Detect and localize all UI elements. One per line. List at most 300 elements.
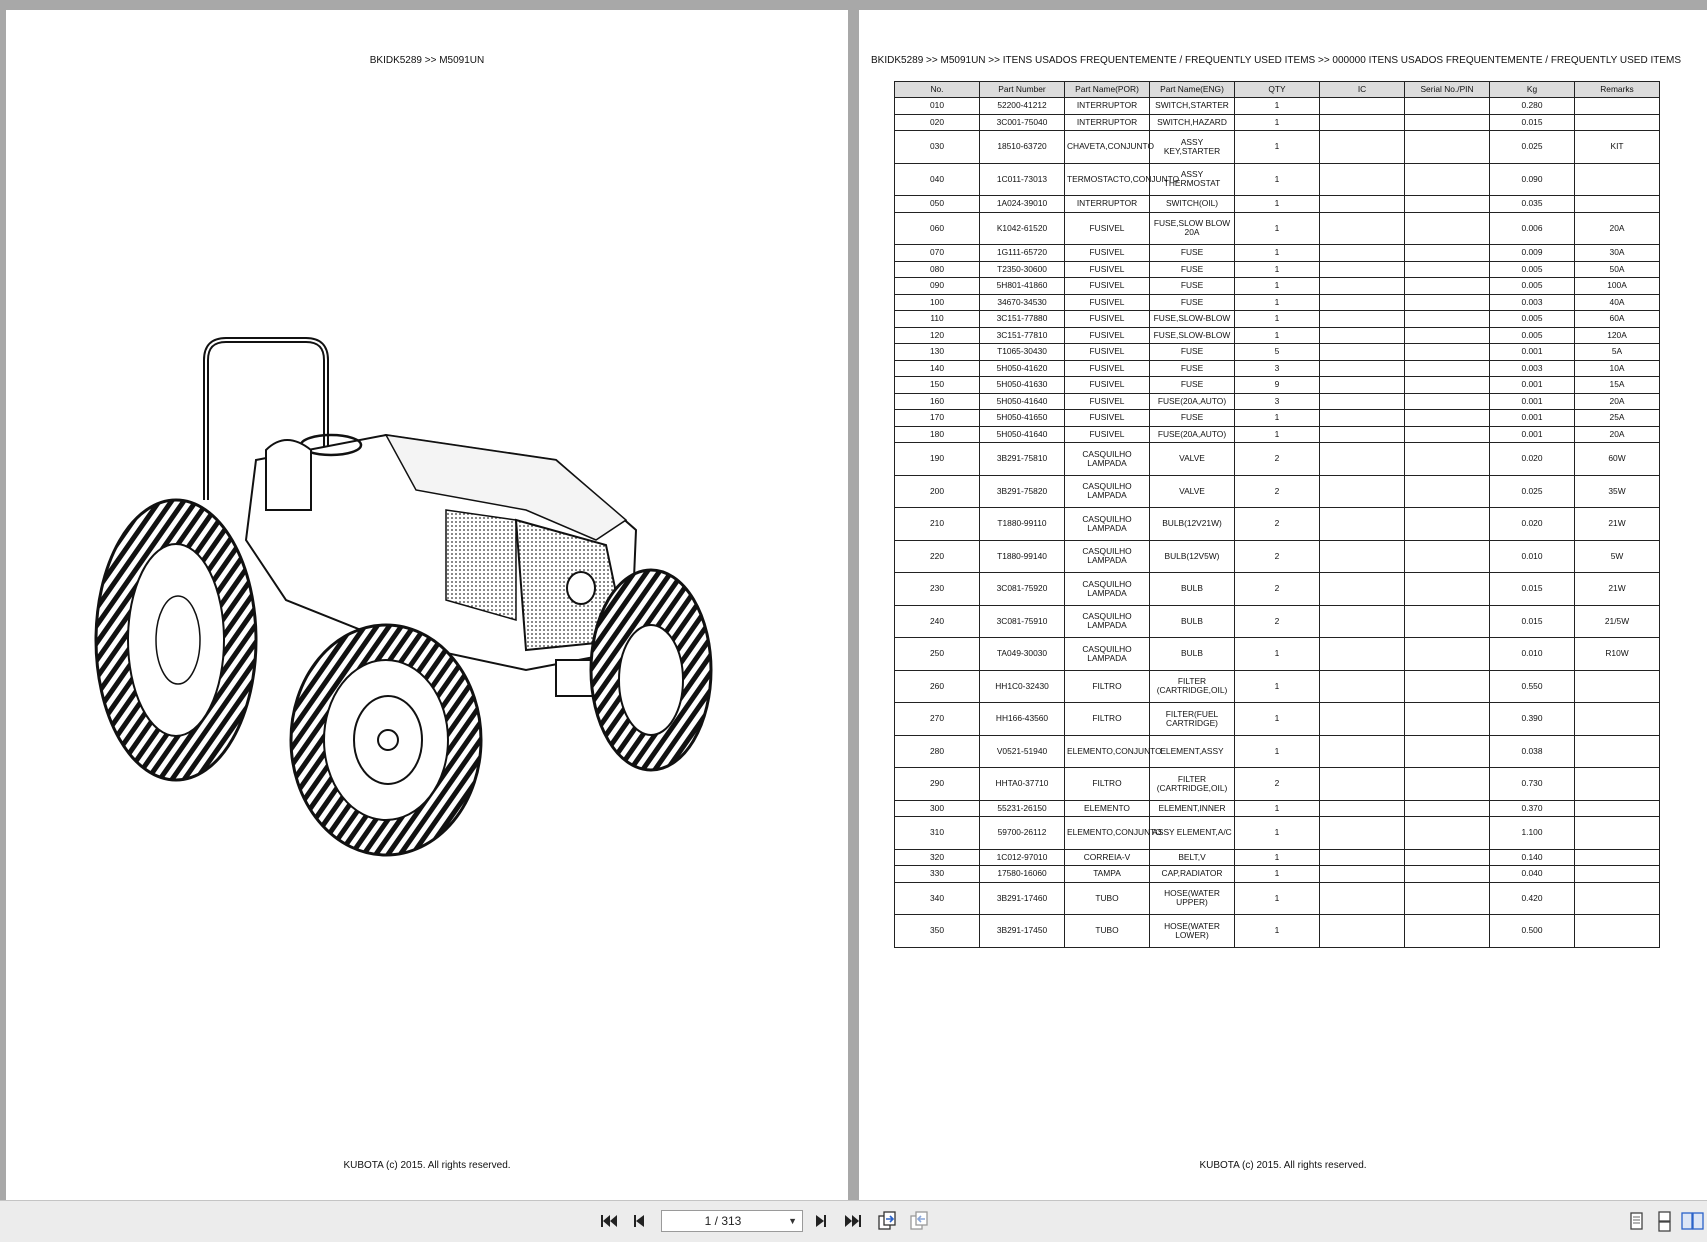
table-cell	[1320, 294, 1405, 311]
table-row	[895, 638, 1660, 671]
table-cell: 5H050-41640	[980, 393, 1065, 410]
table-cell: 350	[895, 915, 980, 948]
table-cell: FUSE	[1150, 261, 1235, 278]
table-cell: 2	[1235, 508, 1320, 541]
table-cell: 110	[895, 311, 980, 328]
table-cell: 0.001	[1490, 393, 1575, 410]
table-cell: 1	[1235, 278, 1320, 295]
parts-table	[894, 81, 1660, 948]
table-cell: 290	[895, 768, 980, 801]
table-cell: 10A	[1575, 360, 1660, 377]
table-cell: 130	[895, 344, 980, 361]
table-cell: 0.090	[1490, 163, 1575, 196]
table-cell: ASSY THERMOSTAT	[1150, 163, 1235, 196]
table-cell: 0.280	[1490, 98, 1575, 115]
table-cell	[1575, 735, 1660, 768]
table-cell: 0.370	[1490, 800, 1575, 817]
table-cell: TUBO	[1065, 882, 1150, 915]
table-row	[895, 800, 1660, 817]
column-header: No.	[895, 82, 980, 98]
page-number-input[interactable]	[661, 1210, 803, 1232]
table-cell	[1320, 377, 1405, 394]
table-cell: 1	[1235, 703, 1320, 736]
table-cell: 15A	[1575, 377, 1660, 394]
table-cell: CASQUILHO LAMPADA	[1065, 475, 1150, 508]
table-row	[895, 327, 1660, 344]
table-cell	[1320, 443, 1405, 476]
table-cell: 2	[1235, 443, 1320, 476]
single-page-view-icon[interactable]	[1625, 1210, 1647, 1232]
table-cell: FUSIVEL	[1065, 311, 1150, 328]
table-row	[895, 670, 1660, 703]
table-cell: 050	[895, 196, 980, 213]
table-cell: 17580-16060	[980, 866, 1065, 883]
table-cell	[1320, 245, 1405, 262]
table-cell	[1575, 670, 1660, 703]
table-cell	[1405, 393, 1490, 410]
table-cell: FUSIVEL	[1065, 261, 1150, 278]
table-cell: 5H050-41650	[980, 410, 1065, 427]
table-cell	[1405, 426, 1490, 443]
table-cell	[1575, 915, 1660, 948]
table-cell: FUSIVEL	[1065, 294, 1150, 311]
table-cell: ELEMENT,ASSY	[1150, 735, 1235, 768]
first-page-icon[interactable]	[598, 1210, 620, 1232]
table-cell	[1405, 344, 1490, 361]
table-cell: 260	[895, 670, 980, 703]
column-header: Part Number	[980, 82, 1065, 98]
table-cell	[1320, 605, 1405, 638]
table-cell: 5H801-41860	[980, 278, 1065, 295]
table-cell: FILTRO	[1065, 768, 1150, 801]
table-cell: 230	[895, 573, 980, 606]
table-cell: ELEMENT,INNER	[1150, 800, 1235, 817]
table-cell: FUSE,SLOW BLOW 20A	[1150, 212, 1235, 245]
viewer-toolbar	[0, 1200, 1707, 1242]
table-row	[895, 377, 1660, 394]
table-cell: FUSIVEL	[1065, 245, 1150, 262]
table-cell	[1405, 866, 1490, 883]
left-page	[6, 10, 848, 1200]
table-cell	[1320, 278, 1405, 295]
table-cell: 270	[895, 703, 980, 736]
continuous-view-icon[interactable]	[1653, 1210, 1675, 1232]
table-cell: CORREIA-V	[1065, 849, 1150, 866]
table-cell: 1	[1235, 849, 1320, 866]
table-cell	[1405, 508, 1490, 541]
table-cell: 330	[895, 866, 980, 883]
table-cell: 240	[895, 605, 980, 638]
table-cell	[1405, 311, 1490, 328]
table-cell: 0.025	[1490, 475, 1575, 508]
table-cell: 320	[895, 849, 980, 866]
table-cell: 25A	[1575, 410, 1660, 427]
table-cell: 170	[895, 410, 980, 427]
table-cell	[1405, 294, 1490, 311]
table-cell: 0.420	[1490, 882, 1575, 915]
table-cell: 1.100	[1490, 817, 1575, 850]
table-cell: 3C151-77810	[980, 327, 1065, 344]
table-cell: 1	[1235, 98, 1320, 115]
table-cell: 250	[895, 638, 980, 671]
table-cell: 0.010	[1490, 638, 1575, 671]
table-cell	[1405, 360, 1490, 377]
table-row	[895, 98, 1660, 115]
table-cell: FUSE	[1150, 344, 1235, 361]
table-cell: SWITCH(OIL)	[1150, 196, 1235, 213]
table-cell	[1575, 114, 1660, 131]
table-cell: 090	[895, 278, 980, 295]
column-header: Part Name(POR)	[1065, 82, 1150, 98]
table-cell	[1405, 261, 1490, 278]
table-cell	[1405, 377, 1490, 394]
table-cell	[1320, 393, 1405, 410]
table-cell: 2	[1235, 605, 1320, 638]
table-cell	[1320, 360, 1405, 377]
table-cell: 1C011-73013	[980, 163, 1065, 196]
table-cell: 310	[895, 817, 980, 850]
table-cell	[1575, 768, 1660, 801]
table-cell: 0.140	[1490, 849, 1575, 866]
table-cell: 60A	[1575, 311, 1660, 328]
table-cell	[1405, 605, 1490, 638]
table-cell: INTERRUPTOR	[1065, 98, 1150, 115]
table-cell: 020	[895, 114, 980, 131]
table-cell: 30A	[1575, 245, 1660, 262]
table-cell: TA049-30030	[980, 638, 1065, 671]
table-cell: HH166-43560	[980, 703, 1065, 736]
table-row	[895, 311, 1660, 328]
table-cell	[1320, 508, 1405, 541]
column-header: QTY	[1235, 82, 1320, 98]
table-cell: VALVE	[1150, 443, 1235, 476]
table-cell	[1405, 410, 1490, 427]
table-cell	[1575, 163, 1660, 196]
table-cell: 180	[895, 426, 980, 443]
table-cell: 1	[1235, 294, 1320, 311]
table-cell	[1320, 426, 1405, 443]
table-cell: 1	[1235, 735, 1320, 768]
table-cell: FILTRO	[1065, 670, 1150, 703]
table-cell: ELEMENTO	[1065, 800, 1150, 817]
table-row	[895, 817, 1660, 850]
table-row	[895, 508, 1660, 541]
table-row	[895, 360, 1660, 377]
table-cell	[1575, 703, 1660, 736]
table-cell: 0.001	[1490, 344, 1575, 361]
table-cell: 1	[1235, 261, 1320, 278]
next-page-icon[interactable]	[810, 1210, 832, 1232]
table-cell: 0.009	[1490, 245, 1575, 262]
table-cell: BELT,V	[1150, 849, 1235, 866]
table-cell: 1C012-97010	[980, 849, 1065, 866]
table-cell: FUSIVEL	[1065, 360, 1150, 377]
table-cell	[1405, 327, 1490, 344]
table-cell	[1405, 212, 1490, 245]
table-cell	[1405, 540, 1490, 573]
table-cell: 120	[895, 327, 980, 344]
table-cell: 0.001	[1490, 426, 1575, 443]
table-row	[895, 849, 1660, 866]
table-cell: SWITCH,HAZARD	[1150, 114, 1235, 131]
table-cell: 52200-41212	[980, 98, 1065, 115]
table-cell	[1405, 670, 1490, 703]
table-cell: T1065-30430	[980, 344, 1065, 361]
table-cell: CASQUILHO LAMPADA	[1065, 443, 1150, 476]
table-cell: HOSE(WATER LOWER)	[1150, 915, 1235, 948]
table-cell: 1	[1235, 638, 1320, 671]
table-cell: 0.020	[1490, 443, 1575, 476]
table-cell	[1405, 98, 1490, 115]
table-cell: 20A	[1575, 212, 1660, 245]
table-cell: 0.020	[1490, 508, 1575, 541]
table-cell: 3C081-75910	[980, 605, 1065, 638]
table-cell	[1320, 638, 1405, 671]
page-forward-icon[interactable]	[876, 1210, 898, 1232]
table-cell: T2350-30600	[980, 261, 1065, 278]
table-row	[895, 196, 1660, 213]
column-header: Kg	[1490, 82, 1575, 98]
two-page-view-icon[interactable]	[1681, 1210, 1703, 1232]
table-row	[895, 443, 1660, 476]
table-row	[895, 114, 1660, 131]
table-cell: 3B291-17460	[980, 882, 1065, 915]
table-cell: FUSE	[1150, 245, 1235, 262]
table-cell: 3	[1235, 360, 1320, 377]
table-cell: FUSE,SLOW-BLOW	[1150, 311, 1235, 328]
table-cell: 21W	[1575, 573, 1660, 606]
table-cell: 340	[895, 882, 980, 915]
table-cell	[1405, 638, 1490, 671]
table-cell: FUSE(20A,AUTO)	[1150, 426, 1235, 443]
table-cell: CASQUILHO LAMPADA	[1065, 605, 1150, 638]
table-cell: K1042-61520	[980, 212, 1065, 245]
table-cell: 0.035	[1490, 196, 1575, 213]
table-cell: ELEMENTO,CONJUNTO	[1065, 735, 1150, 768]
table-cell	[1320, 800, 1405, 817]
table-cell: V0521-51940	[980, 735, 1065, 768]
table-row	[895, 768, 1660, 801]
column-header: IC	[1320, 82, 1405, 98]
table-row	[895, 245, 1660, 262]
table-cell: 190	[895, 443, 980, 476]
table-cell	[1320, 703, 1405, 736]
table-cell: 3B291-75810	[980, 443, 1065, 476]
table-cell: FUSE(20A,AUTO)	[1150, 393, 1235, 410]
table-cell: 080	[895, 261, 980, 278]
last-page-icon[interactable]	[842, 1210, 864, 1232]
page-footer: KUBOTA (c) 2015. All rights reserved.	[1199, 1160, 1367, 1171]
table-cell: 0.550	[1490, 670, 1575, 703]
table-cell: 2	[1235, 768, 1320, 801]
table-row	[895, 915, 1660, 948]
table-cell	[1575, 849, 1660, 866]
table-cell: FUSIVEL	[1065, 393, 1150, 410]
table-cell: CHAVETA,CONJUNTO	[1065, 131, 1150, 164]
table-row	[895, 866, 1660, 883]
table-cell: 280	[895, 735, 980, 768]
table-cell: 1G111-65720	[980, 245, 1065, 262]
table-row	[895, 278, 1660, 295]
page-back-icon[interactable]	[908, 1210, 930, 1232]
table-cell: 2	[1235, 475, 1320, 508]
table-cell: FUSIVEL	[1065, 278, 1150, 295]
table-cell: 1	[1235, 196, 1320, 213]
table-cell: 100A	[1575, 278, 1660, 295]
table-cell: FUSIVEL	[1065, 377, 1150, 394]
table-cell: BULB	[1150, 638, 1235, 671]
table-cell: 5H050-41640	[980, 426, 1065, 443]
table-cell: 1	[1235, 212, 1320, 245]
table-row	[895, 605, 1660, 638]
table-cell: 060	[895, 212, 980, 245]
table-cell: CASQUILHO LAMPADA	[1065, 540, 1150, 573]
table-cell: 3C081-75920	[980, 573, 1065, 606]
page-footer: KUBOTA (c) 2015. All rights reserved.	[343, 1160, 511, 1171]
table-cell	[1405, 817, 1490, 850]
table-cell: 5H050-41620	[980, 360, 1065, 377]
table-cell: 18510-63720	[980, 131, 1065, 164]
table-cell: 20A	[1575, 393, 1660, 410]
table-cell	[1575, 866, 1660, 883]
table-cell: 0.730	[1490, 768, 1575, 801]
table-cell: 220	[895, 540, 980, 573]
table-cell: 0.005	[1490, 327, 1575, 344]
table-row	[895, 703, 1660, 736]
table-cell: CASQUILHO LAMPADA	[1065, 638, 1150, 671]
table-cell: 59700-26112	[980, 817, 1065, 850]
table-cell: TERMOSTACTO,CONJUNTO	[1065, 163, 1150, 196]
table-cell	[1320, 212, 1405, 245]
table-cell: FUSIVEL	[1065, 212, 1150, 245]
table-cell	[1405, 278, 1490, 295]
table-cell: 0.001	[1490, 377, 1575, 394]
previous-page-icon[interactable]	[628, 1210, 650, 1232]
table-cell: BULB(12V5W)	[1150, 540, 1235, 573]
table-cell: 0.005	[1490, 261, 1575, 278]
table-cell: VALVE	[1150, 475, 1235, 508]
table-cell: 160	[895, 393, 980, 410]
table-cell: T1880-99110	[980, 508, 1065, 541]
table-cell	[1320, 540, 1405, 573]
table-cell: 010	[895, 98, 980, 115]
table-cell: 0.038	[1490, 735, 1575, 768]
table-cell	[1320, 344, 1405, 361]
table-cell: 200	[895, 475, 980, 508]
table-cell: 0.015	[1490, 605, 1575, 638]
table-cell: 1	[1235, 882, 1320, 915]
table-cell: 0.006	[1490, 212, 1575, 245]
table-cell: 0.005	[1490, 278, 1575, 295]
column-header: Serial No./PIN	[1405, 82, 1490, 98]
table-cell: 1	[1235, 426, 1320, 443]
table-cell: CAP,RADIATOR	[1150, 866, 1235, 883]
table-cell: 100	[895, 294, 980, 311]
table-cell: 1	[1235, 915, 1320, 948]
table-cell	[1320, 882, 1405, 915]
table-row	[895, 882, 1660, 915]
column-header: Part Name(ENG)	[1150, 82, 1235, 98]
table-cell	[1405, 768, 1490, 801]
table-cell	[1405, 245, 1490, 262]
table-cell: 0.003	[1490, 294, 1575, 311]
table-cell: 60W	[1575, 443, 1660, 476]
table-cell: FUSE	[1150, 377, 1235, 394]
table-cell: 030	[895, 131, 980, 164]
table-cell: 0.500	[1490, 915, 1575, 948]
breadcrumb: BKIDK5289 >> M5091UN >> ITENS USADOS FREQUENTEMENTE / FREQUENTLY USED ITEMS >> 000000 ITENS USADOS FREQUENTEMENTE / FREQUENTLY USED ITEMS	[871, 55, 1682, 66]
table-cell: 0.040	[1490, 866, 1575, 883]
table-cell: TUBO	[1065, 915, 1150, 948]
table-row	[895, 163, 1660, 196]
table-row	[895, 426, 1660, 443]
table-cell: FUSIVEL	[1065, 426, 1150, 443]
table-cell	[1405, 443, 1490, 476]
table-cell	[1575, 98, 1660, 115]
table-cell: 9	[1235, 377, 1320, 394]
table-cell: 5A	[1575, 344, 1660, 361]
table-cell: 2	[1235, 573, 1320, 606]
table-cell: 50A	[1575, 261, 1660, 278]
table-cell	[1320, 114, 1405, 131]
column-header: Remarks	[1575, 82, 1660, 98]
table-cell	[1575, 196, 1660, 213]
table-row	[895, 294, 1660, 311]
table-cell	[1405, 196, 1490, 213]
table-cell: 0.390	[1490, 703, 1575, 736]
table-cell	[1405, 131, 1490, 164]
table-cell: 1	[1235, 866, 1320, 883]
table-cell	[1405, 735, 1490, 768]
table-cell: BULB	[1150, 605, 1235, 638]
table-cell: BULB	[1150, 573, 1235, 606]
table-cell: FILTER (CARTRIDGE,OIL)	[1150, 768, 1235, 801]
chevron-down-icon[interactable]: ▼	[788, 1216, 797, 1226]
table-cell: 040	[895, 163, 980, 196]
table-cell: 1	[1235, 327, 1320, 344]
table-cell: 070	[895, 245, 980, 262]
table-cell	[1405, 573, 1490, 606]
table-cell	[1320, 410, 1405, 427]
table-cell: ELEMENTO,CONJUNTO	[1065, 817, 1150, 850]
table-cell: ASSY KEY,STARTER	[1150, 131, 1235, 164]
table-cell	[1320, 849, 1405, 866]
table-cell: BULB(12V21W)	[1150, 508, 1235, 541]
table-cell	[1320, 735, 1405, 768]
table-cell: FUSE	[1150, 360, 1235, 377]
table-cell	[1405, 475, 1490, 508]
table-row	[895, 212, 1660, 245]
table-cell	[1320, 131, 1405, 164]
table-cell	[1405, 882, 1490, 915]
table-row	[895, 475, 1660, 508]
table-cell: 2	[1235, 540, 1320, 573]
table-cell: HH1C0-32430	[980, 670, 1065, 703]
table-cell	[1405, 163, 1490, 196]
table-cell: 0.003	[1490, 360, 1575, 377]
table-cell	[1320, 196, 1405, 213]
table-cell: 1	[1235, 670, 1320, 703]
table-cell: 3B291-75820	[980, 475, 1065, 508]
table-cell: CASQUILHO LAMPADA	[1065, 508, 1150, 541]
table-cell: R10W	[1575, 638, 1660, 671]
table-cell: 21/5W	[1575, 605, 1660, 638]
table-cell: 5W	[1575, 540, 1660, 573]
table-cell	[1575, 800, 1660, 817]
table-cell: 3	[1235, 393, 1320, 410]
table-header-row	[895, 82, 1660, 98]
table-cell: HHTA0-37710	[980, 768, 1065, 801]
